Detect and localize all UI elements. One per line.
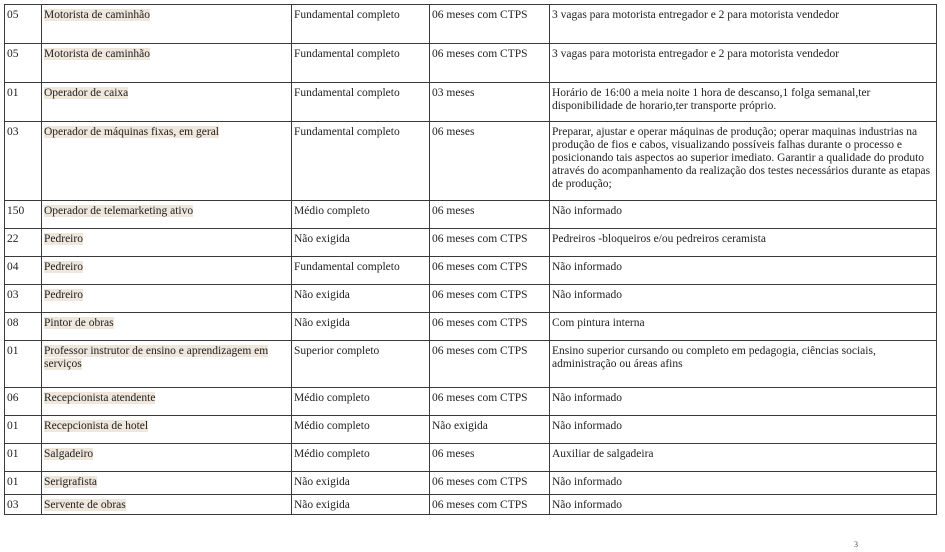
notes-cell bbox=[550, 444, 937, 472]
occupation-text: Recepcionista atendente bbox=[44, 392, 156, 404]
notes-cell bbox=[550, 122, 937, 201]
table-row bbox=[5, 388, 937, 416]
vacancy-count-cell bbox=[5, 229, 42, 257]
occupation-text: Operador de máquinas fixas, em geral bbox=[44, 126, 219, 138]
notes-text: Não informado bbox=[552, 289, 622, 301]
experience-text: 06 meses bbox=[432, 448, 475, 460]
education-cell bbox=[292, 257, 430, 285]
experience-cell bbox=[430, 201, 550, 229]
job-vacancies-body bbox=[5, 5, 937, 515]
experience-cell bbox=[430, 229, 550, 257]
experience-text: 06 meses bbox=[432, 205, 475, 217]
experience-text: 06 meses bbox=[432, 126, 475, 138]
education-cell bbox=[292, 388, 430, 416]
occupation-text: Pedreiro bbox=[44, 289, 83, 301]
experience-text: 06 meses com CTPS bbox=[432, 317, 528, 329]
vacancy-count-text: 08 bbox=[7, 317, 19, 329]
notes-text: Não informado bbox=[552, 261, 622, 273]
occupation-cell bbox=[42, 257, 292, 285]
education-cell bbox=[292, 472, 430, 495]
vacancy-count-cell bbox=[5, 472, 42, 495]
vacancy-count-cell bbox=[5, 5, 42, 44]
occupation-text: Salgadeiro bbox=[44, 448, 94, 460]
table-row bbox=[5, 44, 937, 83]
occupation-cell bbox=[42, 388, 292, 416]
notes-cell bbox=[550, 5, 937, 44]
notes-cell bbox=[550, 388, 937, 416]
vacancy-count-text: 05 bbox=[7, 9, 19, 21]
education-cell bbox=[292, 495, 430, 515]
education-cell bbox=[292, 5, 430, 44]
education-text: Médio completo bbox=[294, 392, 370, 404]
notes-cell bbox=[550, 285, 937, 313]
table-row bbox=[5, 201, 937, 229]
notes-cell bbox=[550, 201, 937, 229]
experience-cell bbox=[430, 388, 550, 416]
vacancy-count-text: 04 bbox=[7, 261, 19, 273]
vacancy-count-text: 03 bbox=[7, 289, 19, 301]
occupation-cell bbox=[42, 495, 292, 515]
page-number: 3 bbox=[854, 540, 858, 549]
experience-text: 06 meses com CTPS bbox=[432, 48, 528, 60]
experience-text: 06 meses com CTPS bbox=[432, 233, 528, 245]
table-row bbox=[5, 5, 937, 44]
notes-cell bbox=[550, 313, 937, 341]
education-text: Não exigida bbox=[294, 476, 350, 488]
occupation-cell bbox=[42, 313, 292, 341]
vacancy-count-cell bbox=[5, 341, 42, 388]
education-cell bbox=[292, 444, 430, 472]
occupation-text: Motorista de caminhão bbox=[44, 9, 151, 21]
occupation-cell bbox=[42, 201, 292, 229]
education-text: Superior completo bbox=[294, 345, 380, 357]
table-row bbox=[5, 341, 937, 388]
notes-text: 3 vagas para motorista entregador e 2 para motorista vendedor bbox=[552, 48, 840, 60]
occupation-cell bbox=[42, 83, 292, 122]
vacancy-count-cell bbox=[5, 122, 42, 201]
experience-text: 06 meses com CTPS bbox=[432, 261, 528, 273]
experience-cell bbox=[430, 472, 550, 495]
education-text: Fundamental completo bbox=[294, 48, 400, 60]
vacancy-count-text: 150 bbox=[7, 205, 25, 217]
vacancy-count-text: 01 bbox=[7, 476, 19, 488]
notes-text: Não informado bbox=[552, 420, 622, 432]
education-cell bbox=[292, 416, 430, 444]
notes-text: Horário de 16:00 a meia noite 1 hora de descanso,1 folga semanal,ter disponibilidade de horario,ter transporte próprio. bbox=[552, 87, 871, 112]
vacancy-count-cell bbox=[5, 201, 42, 229]
table-row bbox=[5, 472, 937, 495]
table-row bbox=[5, 313, 937, 341]
experience-text: 06 meses com CTPS bbox=[432, 392, 528, 404]
occupation-cell bbox=[42, 229, 292, 257]
notes-text: Ensino superior cursando ou completo em pedagogia, ciências sociais, administração ou áreas afins bbox=[552, 345, 876, 370]
notes-text: 3 vagas para motorista entregador e 2 para motorista vendedor bbox=[552, 9, 840, 21]
occupation-text: Operador de caixa bbox=[44, 87, 129, 99]
occupation-text: Pedreiro bbox=[44, 233, 83, 245]
experience-text: Não exigida bbox=[432, 420, 488, 432]
occupation-text: Recepcionista de hotel bbox=[44, 420, 149, 432]
vacancy-count-cell bbox=[5, 83, 42, 122]
education-text: Fundamental completo bbox=[294, 126, 400, 138]
education-cell bbox=[292, 201, 430, 229]
experience-cell bbox=[430, 444, 550, 472]
experience-cell bbox=[430, 416, 550, 444]
notes-cell bbox=[550, 341, 937, 388]
experience-cell bbox=[430, 83, 550, 122]
vacancy-count-text: 01 bbox=[7, 345, 19, 357]
education-text: Não exigida bbox=[294, 317, 350, 329]
education-cell bbox=[292, 122, 430, 201]
table-row bbox=[5, 122, 937, 201]
vacancy-count-text: 22 bbox=[7, 233, 19, 245]
vacancy-count-cell bbox=[5, 444, 42, 472]
table-row bbox=[5, 495, 937, 515]
vacancy-count-cell bbox=[5, 416, 42, 444]
notes-cell bbox=[550, 44, 937, 83]
occupation-text: Pintor de obras bbox=[44, 317, 114, 329]
education-text: Fundamental completo bbox=[294, 9, 400, 21]
notes-text: Não informado bbox=[552, 392, 622, 404]
vacancy-count-cell bbox=[5, 313, 42, 341]
experience-cell bbox=[430, 257, 550, 285]
vacancy-count-text: 03 bbox=[7, 126, 19, 138]
experience-text: 06 meses com CTPS bbox=[432, 499, 528, 511]
notes-cell bbox=[550, 472, 937, 495]
notes-text: Preparar, ajustar e operar máquinas de produção; operar maquinas industrias na produção de fios e cabos, visualizando possíveis falhas durante o processo e posicionando tais aspectos ao superior imediato. Garantir a qualidade do produto através do acompanhamento da realização dos testes necessários durante as etapas de produção; bbox=[552, 126, 931, 190]
notes-text: Pedreiros -bloqueiros e/ou pedreiros ceramista bbox=[552, 233, 766, 245]
notes-text: Não informado bbox=[552, 205, 622, 217]
experience-cell bbox=[430, 122, 550, 201]
education-text: Médio completo bbox=[294, 420, 370, 432]
notes-text: Com pintura interna bbox=[552, 317, 645, 329]
vacancy-count-text: 01 bbox=[7, 87, 19, 99]
vacancy-count-text: 06 bbox=[7, 392, 19, 404]
notes-cell bbox=[550, 257, 937, 285]
vacancy-count-text: 05 bbox=[7, 48, 19, 60]
notes-text: Auxiliar de salgadeira bbox=[552, 448, 654, 460]
education-cell bbox=[292, 229, 430, 257]
education-cell bbox=[292, 341, 430, 388]
education-text: Médio completo bbox=[294, 448, 370, 460]
vacancy-count-cell bbox=[5, 257, 42, 285]
table-row bbox=[5, 416, 937, 444]
education-cell bbox=[292, 83, 430, 122]
occupation-cell bbox=[42, 44, 292, 83]
table-row bbox=[5, 285, 937, 313]
occupation-cell bbox=[42, 416, 292, 444]
experience-cell bbox=[430, 495, 550, 515]
experience-text: 06 meses com CTPS bbox=[432, 9, 528, 21]
occupation-text: Motorista de caminhão bbox=[44, 48, 151, 60]
vacancy-count-text: 03 bbox=[7, 499, 19, 511]
education-cell bbox=[292, 285, 430, 313]
table-row bbox=[5, 83, 937, 122]
vacancy-count-text: 01 bbox=[7, 448, 19, 460]
job-vacancies-table bbox=[4, 4, 937, 515]
vacancy-count-cell bbox=[5, 495, 42, 515]
occupation-cell bbox=[42, 122, 292, 201]
education-text: Não exigida bbox=[294, 289, 350, 301]
experience-text: 06 meses com CTPS bbox=[432, 476, 528, 488]
experience-cell bbox=[430, 44, 550, 83]
occupation-text: Operador de telemarketing ativo bbox=[44, 205, 194, 217]
occupation-text: Professor instrutor de ensino e aprendizagem em serviços bbox=[44, 345, 269, 370]
education-cell bbox=[292, 44, 430, 83]
table-row bbox=[5, 444, 937, 472]
experience-cell bbox=[430, 341, 550, 388]
experience-cell bbox=[430, 285, 550, 313]
notes-cell bbox=[550, 83, 937, 122]
occupation-cell bbox=[42, 472, 292, 495]
vacancy-count-cell bbox=[5, 388, 42, 416]
notes-cell bbox=[550, 495, 937, 515]
occupation-text: Pedreiro bbox=[44, 261, 83, 273]
education-text: Não exigida bbox=[294, 499, 350, 511]
education-text: Fundamental completo bbox=[294, 87, 400, 99]
vacancy-count-cell bbox=[5, 285, 42, 313]
occupation-cell bbox=[42, 5, 292, 44]
vacancy-count-text: 01 bbox=[7, 420, 19, 432]
education-cell bbox=[292, 313, 430, 341]
table-row bbox=[5, 229, 937, 257]
notes-cell bbox=[550, 229, 937, 257]
occupation-cell bbox=[42, 341, 292, 388]
education-text: Fundamental completo bbox=[294, 261, 400, 273]
notes-text: Não informado bbox=[552, 499, 622, 511]
notes-text: Não informado bbox=[552, 476, 622, 488]
experience-cell bbox=[430, 313, 550, 341]
education-text: Médio completo bbox=[294, 205, 370, 217]
vacancy-count-cell bbox=[5, 44, 42, 83]
table-row bbox=[5, 257, 937, 285]
experience-text: 06 meses com CTPS bbox=[432, 289, 528, 301]
occupation-text: Servente de obras bbox=[44, 499, 126, 511]
experience-cell bbox=[430, 5, 550, 44]
occupation-text: Serigrafista bbox=[44, 476, 98, 488]
notes-cell bbox=[550, 416, 937, 444]
education-text: Não exigida bbox=[294, 233, 350, 245]
experience-text: 06 meses com CTPS bbox=[432, 345, 528, 357]
occupation-cell bbox=[42, 444, 292, 472]
occupation-cell bbox=[42, 285, 292, 313]
experience-text: 03 meses bbox=[432, 87, 475, 99]
